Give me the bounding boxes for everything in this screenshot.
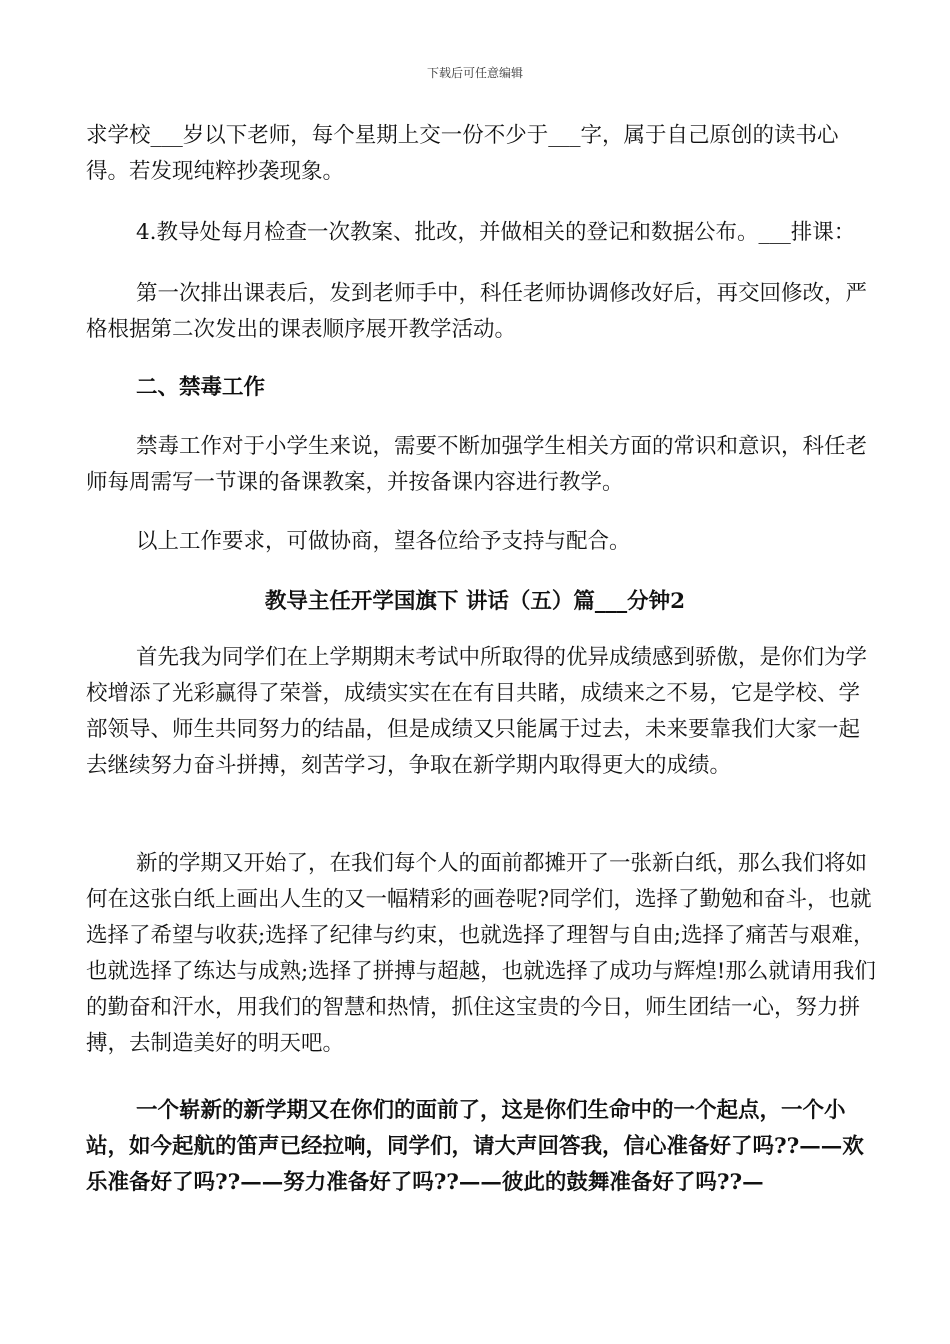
paragraph: 第一次排出课表后，发到老师手中，科任老师协调修改好后，再交回修改，严格根据第二次发出的课表顺序展开教学活动。 [86,281,868,342]
page-header: 下载后可任意编辑 [426,66,523,80]
paragraph: 禁毒工作对于小学生来说，需要不断加强学生相关方面的常识和意识，科任老师每周需写一节课的备课教案，并按备课内容进行教学。 [86,434,868,495]
paragraph: 一个崭新的新学期又在你们的面前了，这是你们生命中的一个起点，一个小站，如今起航的笛声已经拉响，同学们，请大声回答我，信心准备好了吗??——欢乐准备好了吗??——努力准备好了吗??——彼此的鼓舞准备好了吗??— [86,1098,864,1195]
paragraph: 4.教导处每月检查一次教案、批改，并做相关的登记和数据公布。___排课： [136,220,856,245]
section-title: 教导主任开学国旗下 讲话（五）篇___分钟2 [264,589,686,614]
paragraph: 首先我为同学们在上学期期末考试中所取得的优异成绩感到骄傲，是你们为学校增添了光彩赢得了荣誉，成绩实实在在有目共睹，成绩来之不易，它是学校、学部领导、师生共同努力的结晶，但是成绩又只能属于过去，未来要靠我们大家一起去继续努力奋斗拼搏，刻苦学习，争取在新学期内取得更大的成绩。 [86,645,868,778]
section-heading: 二、禁毒工作 [136,375,266,400]
paragraph: 新的学期又开始了，在我们每个人的面前都摊开了一张新白纸，那么我们将如何在这张白纸上画出人生的又一幅精彩的画卷呢?同学们，选择了勤勉和奋斗，也就选择了希望与收获;选择了纪律与约束，也就选择了理智与自由;选择了痛苦与艰难，也就选择了练达与成熟;选择了拼搏与超越，也就选择了成功与辉煌!那么就请用我们的勤奋和汗水，用我们的智慧和热情，抓住这宝贵的今日，师生团结一心，努力拼搏，去制造美好的明天吧。 [86,851,876,1056]
paragraph: 求学校___岁以下老师，每个星期上交一份不少于___字，属于自己原创的读书心得。若发现纯粹抄袭现象。 [86,123,839,184]
paragraph: 以上工作要求，可做协商，望各位给予支持与配合。 [136,529,631,554]
